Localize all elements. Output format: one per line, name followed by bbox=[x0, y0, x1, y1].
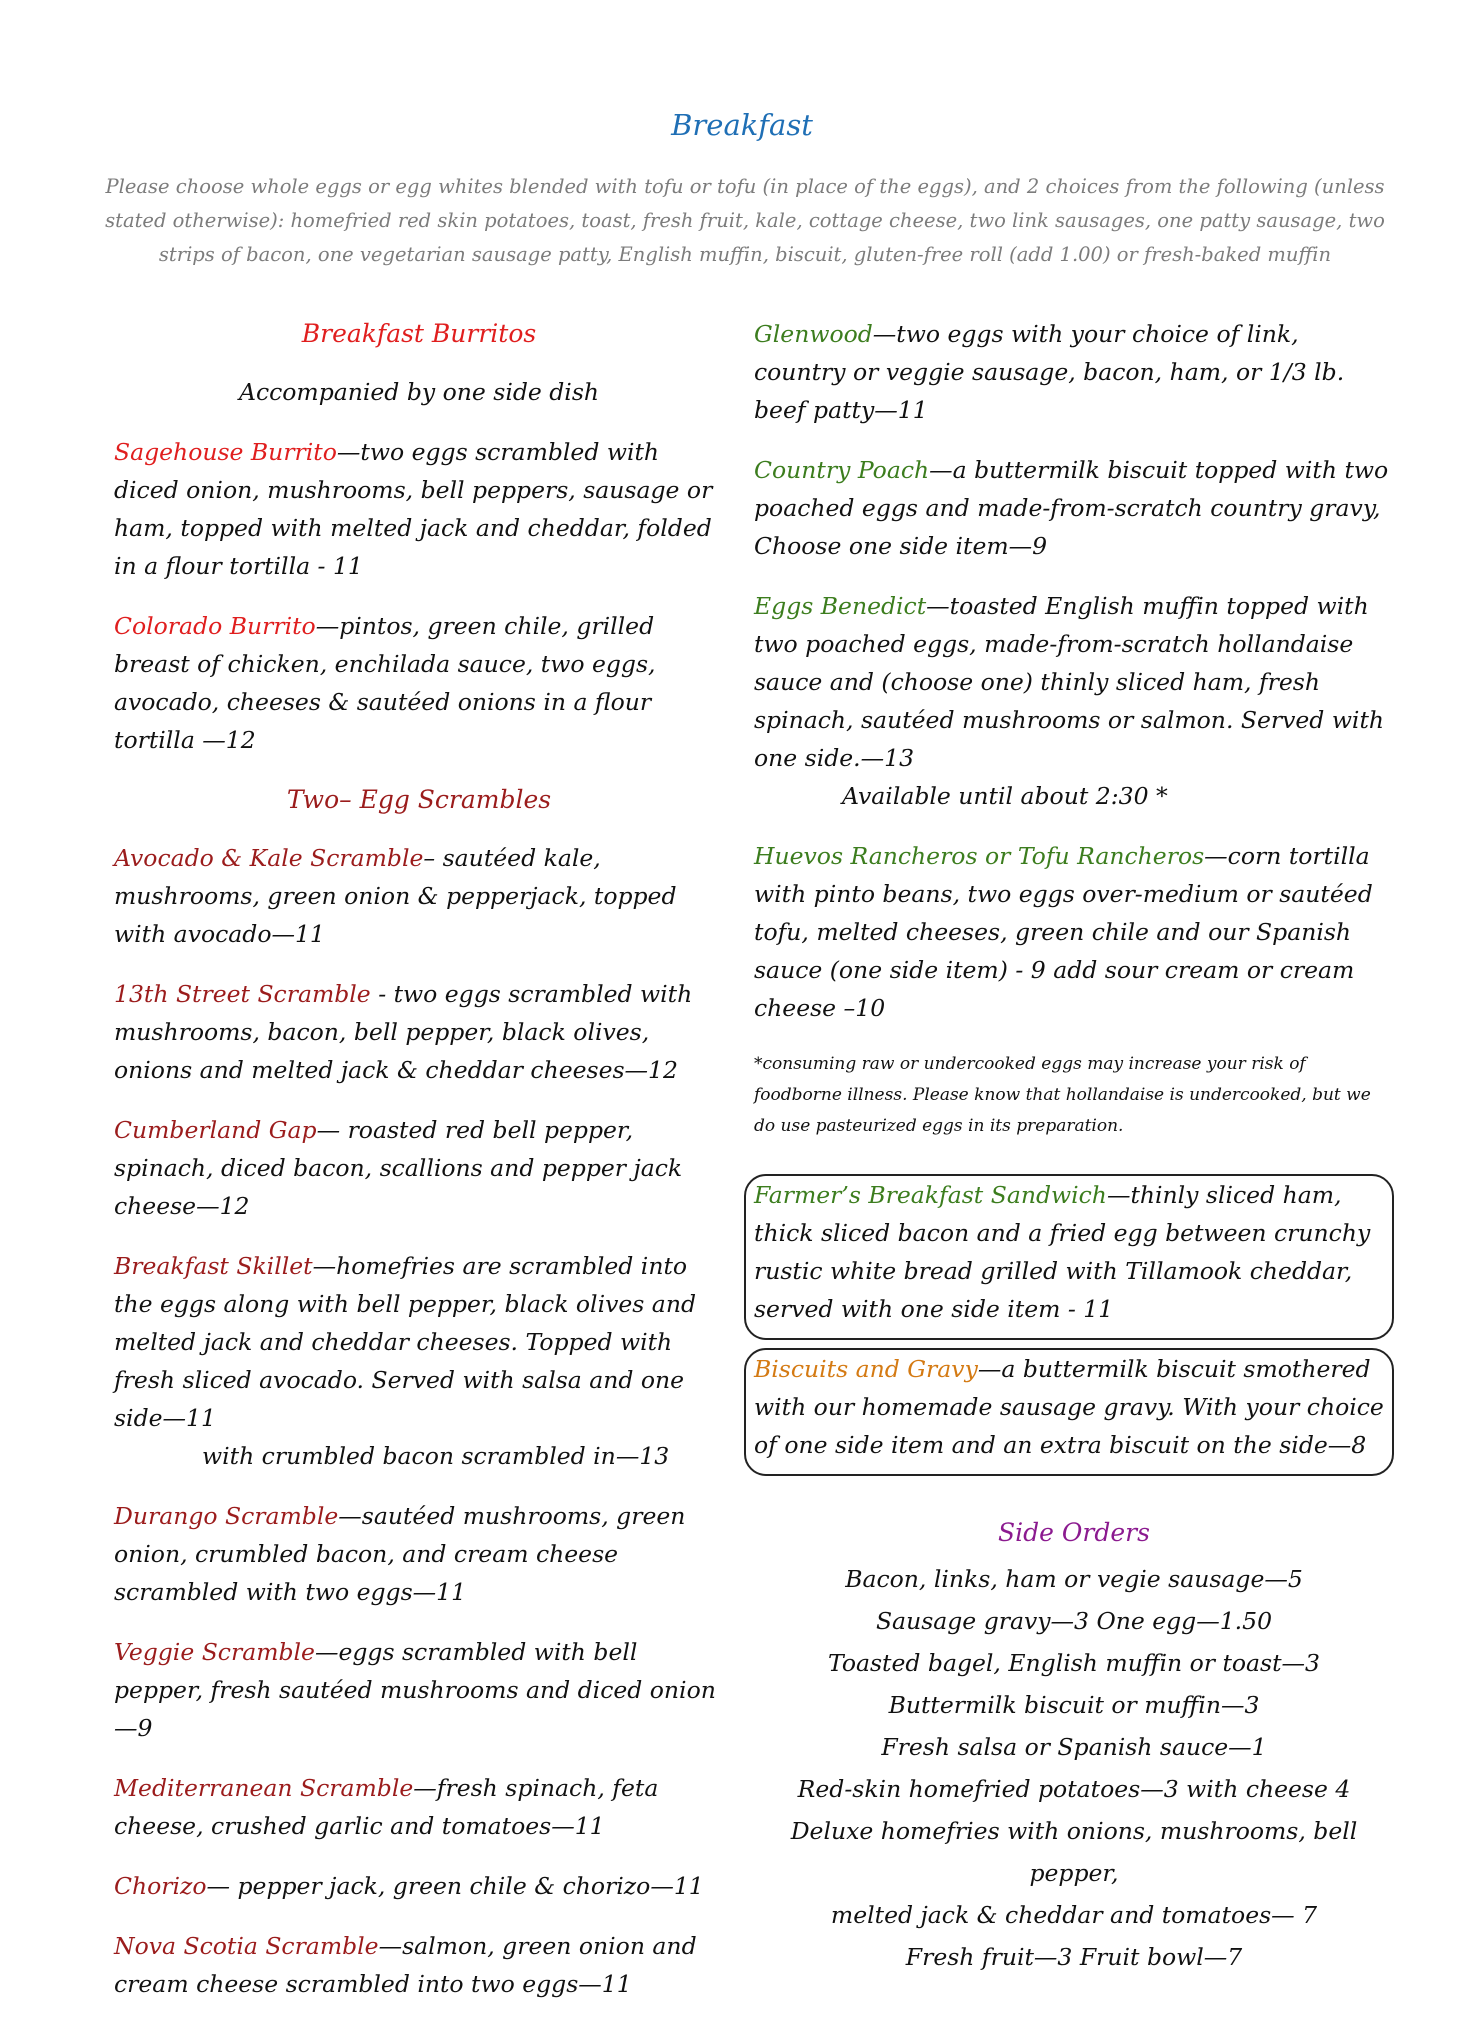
menu-item-country-poach bbox=[754, 451, 1394, 565]
item-desc: - two eggs scrambled with mushrooms, bacon, bell pepper, black olives, onions and melted jack & cheddar cheeses—12 bbox=[114, 980, 693, 1084]
item-name: Veggie Scramble bbox=[114, 1638, 315, 1666]
menu-item-chorizo bbox=[114, 1867, 724, 1905]
item-desc: — pepper jack, green chile & chorizo—11 bbox=[206, 1872, 704, 1900]
item-desc: —homefries are scrambled into the eggs along with bell pepper, black olives and melted jack and cheddar cheeses. Topped with fresh sliced avocado. Served with salsa and one side—11 bbox=[114, 1252, 696, 1432]
left-column bbox=[114, 315, 724, 2025]
item-desc: —two eggs scrambled with diced onion, mushrooms, bell peppers, sausage or ham, topped with melted jack and cheddar, folded in a flour tortilla - 11 bbox=[114, 438, 713, 580]
item-desc: —a buttermilk biscuit topped with two poached eggs and made-from-scratch country gravy, Choose one side item—9 bbox=[754, 456, 1389, 560]
raw-egg-disclaimer: *consuming raw or undercooked eggs may increase your risk of foodborne illness. Please know that hollandaise is undercooked, but we do use pasteurized eggs in its preparation. bbox=[754, 1054, 1371, 1136]
menu-item-sagehouse-burrito bbox=[114, 433, 724, 585]
item-name: Mediterranean Scramble bbox=[114, 1774, 414, 1802]
right-column bbox=[754, 315, 1394, 1978]
menu-item-glenwood bbox=[754, 315, 1394, 429]
item-desc: —a buttermilk biscuit smothered with our homemade sausage gravy. With your choice of one side item and an extra biscuit on the side—8 bbox=[754, 1355, 1384, 1459]
item-name: Farmer’s Breakfast Sandwich bbox=[754, 1181, 1107, 1209]
side-line: Deluxe homefries with onions, mushrooms, bell pepper, bbox=[790, 1817, 1358, 1887]
item-name: Durango Scramble bbox=[114, 1502, 339, 1530]
item-name: Glenwood bbox=[754, 320, 873, 348]
item-desc: – sautéed kale, mushrooms, green onion & pepperjack, topped with avocado—11 bbox=[114, 844, 677, 948]
item-name: Chorizo bbox=[114, 1872, 207, 1900]
item-extra: Available until about 2:30 * bbox=[842, 782, 1168, 810]
item-desc: —thinly sliced ham, thick sliced bacon and a fried egg between crunchy rustic white bread grilled with Tillamook cheddar, served with one side item - 11 bbox=[754, 1181, 1371, 1323]
side-line: Toasted bagel, English muffin or toast—3 bbox=[827, 1649, 1321, 1677]
item-name: Biscuits and Gravy bbox=[754, 1355, 978, 1383]
item-desc: —toasted English muffin topped with two poached eggs, made-from-scratch hollandaise sauce and (choose one) thinly sliced ham, fresh spinach, sautéed mushrooms or salmon. Served with one side.—13 bbox=[754, 592, 1385, 772]
side-line: Buttermilk biscuit or muffin—3 bbox=[888, 1691, 1260, 1719]
side-line: Bacon, links, ham or vegie sausage—5 bbox=[845, 1565, 1303, 1593]
menu-title: Breakfast bbox=[671, 108, 813, 142]
item-desc: — roasted red bell pepper, spinach, diced bacon, scallions and pepper jack cheese—12 bbox=[114, 1116, 683, 1220]
menu-item-mediterranean-scramble bbox=[114, 1769, 724, 1845]
scrambles-heading: Two– Egg Scrambles bbox=[286, 785, 552, 814]
menu-item-cumberland-gap bbox=[114, 1111, 724, 1225]
item-desc: —pintos, green chile, grilled breast of chicken, enchilada sauce, two eggs, avocado, cheeses & sautéed onions in a flour tortilla —12 bbox=[114, 612, 656, 754]
item-name: Nova Scotia Scramble bbox=[114, 1932, 379, 1960]
item-name: Sagehouse Burrito bbox=[114, 438, 337, 466]
burritos-subheading: Accompanied by one side dish bbox=[238, 378, 600, 406]
item-desc: —sautéed mushrooms, green onion, crumbled bacon, and cream cheese scrambled with two eggs—11 bbox=[114, 1502, 686, 1606]
item-name: Country Poach bbox=[754, 456, 930, 484]
side-line: Fresh salsa or Spanish sauce—1 bbox=[881, 1733, 1267, 1761]
item-desc: —fresh spinach, feta cheese, crushed garlic and tomatoes—11 bbox=[114, 1774, 659, 1840]
item-extra: with crumbled bacon scrambled in—13 bbox=[202, 1442, 670, 1470]
item-desc: —corn tortilla with pinto beans, two eggs over-medium or sautéed tofu, melted cheeses, green chile and our Spanish sauce (one side item) - 9 add sour cream or cream cheese –10 bbox=[754, 842, 1373, 1022]
menu-item-veggie-scramble bbox=[114, 1633, 724, 1747]
item-name: Cumberland Gap bbox=[114, 1116, 317, 1144]
boxed-item-biscuits-gravy bbox=[744, 1348, 1394, 1476]
item-name: Avocado & Kale Scramble bbox=[114, 844, 424, 872]
menu-item-huevos-rancheros bbox=[754, 837, 1394, 1027]
sides-heading: Side Orders bbox=[998, 1518, 1150, 1547]
menu-item-colorado-burrito bbox=[114, 607, 724, 759]
side-line: Sausage gravy—3 One egg—1.50 bbox=[875, 1607, 1273, 1635]
menu-item-biscuits-and-gravy bbox=[754, 1350, 1384, 1464]
side-orders bbox=[754, 1514, 1394, 1978]
burritos-heading: Breakfast Burritos bbox=[301, 319, 537, 348]
menu-item-eggs-benedict bbox=[754, 587, 1394, 815]
menu-item-farmers-breakfast-sandwich bbox=[754, 1176, 1384, 1328]
menu-item-durango-scramble bbox=[114, 1497, 724, 1611]
item-desc: —eggs scrambled with bell pepper, fresh sautéed mushrooms and diced onion—9 bbox=[114, 1638, 716, 1742]
item-desc: —salmon, green onion and cream cheese scrambled into two eggs—11 bbox=[114, 1932, 697, 1998]
boxed-item-farmers-sandwich bbox=[744, 1174, 1394, 1340]
item-name: 13th Street Scramble bbox=[114, 980, 371, 1008]
item-name: Eggs Benedict bbox=[754, 592, 927, 620]
item-name: Huevos Rancheros or Tofu Rancheros bbox=[754, 842, 1205, 870]
side-line: melted jack & cheddar and tomatoes— 7 bbox=[830, 1901, 1318, 1929]
side-line: Red-skin homefried potatoes—3 with cheese 4 bbox=[797, 1775, 1351, 1803]
menu-item-avocado-kale-scramble bbox=[114, 839, 724, 953]
menu-intro: Please choose whole eggs or egg whites blended with tofu or tofu (in place of the eggs), and 2 choices from the following (unless stated otherwise): homefried red skin potatoes, toast, fresh fruit, kale, cottage cheese, two link sausages, one patty sausage, two strips of bacon, one vegetarian sausage patty, English muffin, biscuit, gluten-free roll (add 1.00) or fresh-baked muffin bbox=[105, 175, 1385, 266]
item-desc: —two eggs with your choice of link, country or veggie sausage, bacon, ham, or 1/3 lb. beef patty—11 bbox=[754, 320, 1345, 424]
menu-item-breakfast-skillet bbox=[114, 1247, 724, 1475]
menu-item-nova-scotia-scramble bbox=[114, 1927, 724, 2003]
item-name: Breakfast Skillet bbox=[114, 1252, 313, 1280]
side-line: Fresh fruit—3 Fruit bowl—7 bbox=[905, 1943, 1243, 1971]
item-name: Colorado Burrito bbox=[114, 612, 316, 640]
menu-item-13th-street-scramble bbox=[114, 975, 724, 1089]
